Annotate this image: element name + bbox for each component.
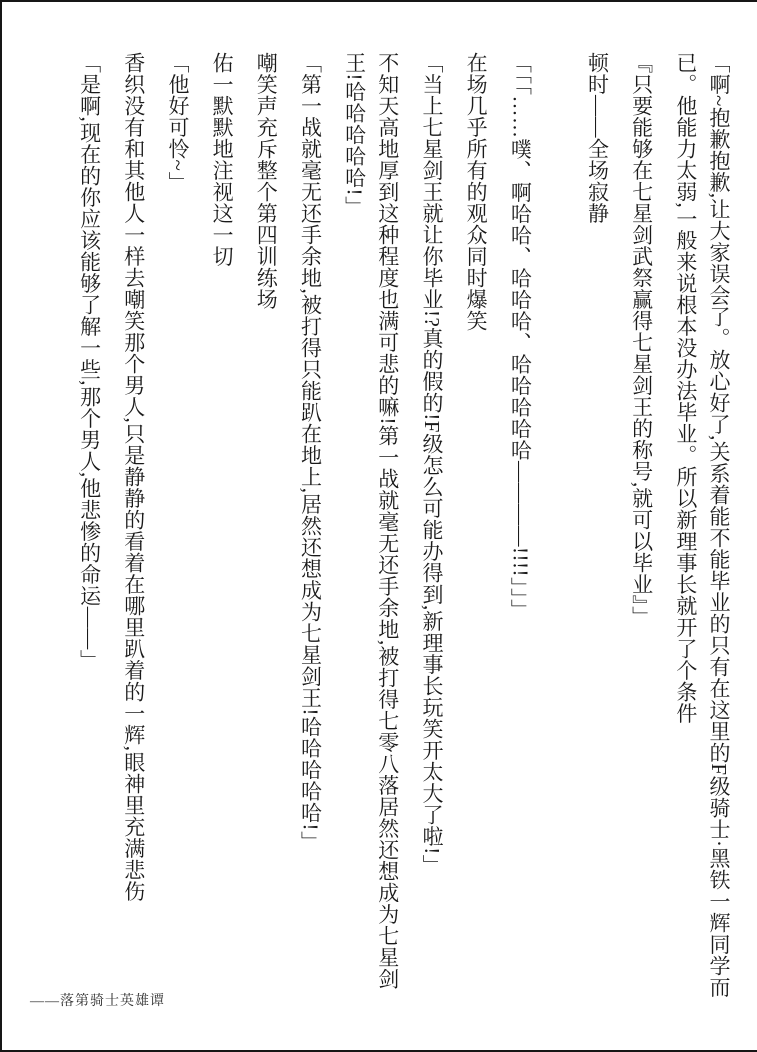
novel-paragraph: 「啊~抱歉抱歉,让大家误会了。放心好了,关系着能不能毕业的只有在这里的F级骑士·黑铁一辉同学而已。他能力太弱,一般来说根本没办法毕业。所以新理事长就开了个条件 — [673, 52, 731, 999]
novel-paragraph: 「当上七星剑王就让你毕业!?真的假的!F级怎么可能办得到,新理事长玩笑开太大了啦!」 — [419, 52, 444, 877]
novel-paragraph: 「他好可怜~」 — [165, 52, 190, 193]
novel-paragraph: 『只要能够在七星剑武祭赢得七星剑王的称号,就可以毕业』」 — [629, 52, 654, 628]
novel-paragraph: 「「「……噗、啊哈哈、哈哈哈、哈哈哈哈哈————!!!!」」」 — [508, 52, 533, 621]
novel-paragraph: 「是啊,现在的你应该能够了解一些,那个男人,他悲惨的命运——」 — [77, 52, 102, 672]
novel-paragraph: 「第一战就毫无还手余地,被打得只能趴在地上,居然还想成为七星剑王!哈哈哈哈哈!」 — [298, 52, 323, 853]
novel-paragraph: 不知天高地厚到这种程度也满可悲的嘛!第一战就毫无还手余地,被打得七零八落居然还想成为七星剑王!哈哈哈哈哈!」 — [342, 52, 400, 990]
vertical-text-area — [24, 52, 735, 1004]
novel-paragraph: 嘲笑声充斥整个第四训练场 — [254, 52, 279, 310]
novel-paragraph: 佑一默默地注视这一切 — [210, 52, 235, 267]
book-title-footer: ——落第骑士英雄谭 — [30, 994, 165, 1009]
novel-paragraph: 香织没有和其他人一样去嘲笑那个男人,只是静静的看着在哪里趴着的一辉,眼神里充满悲伤 — [121, 52, 146, 902]
novel-paragraph: 在场几乎所有的观众同时爆笑 — [464, 52, 489, 332]
novel-paragraph: 顿时——全场寂静 — [585, 52, 610, 224]
